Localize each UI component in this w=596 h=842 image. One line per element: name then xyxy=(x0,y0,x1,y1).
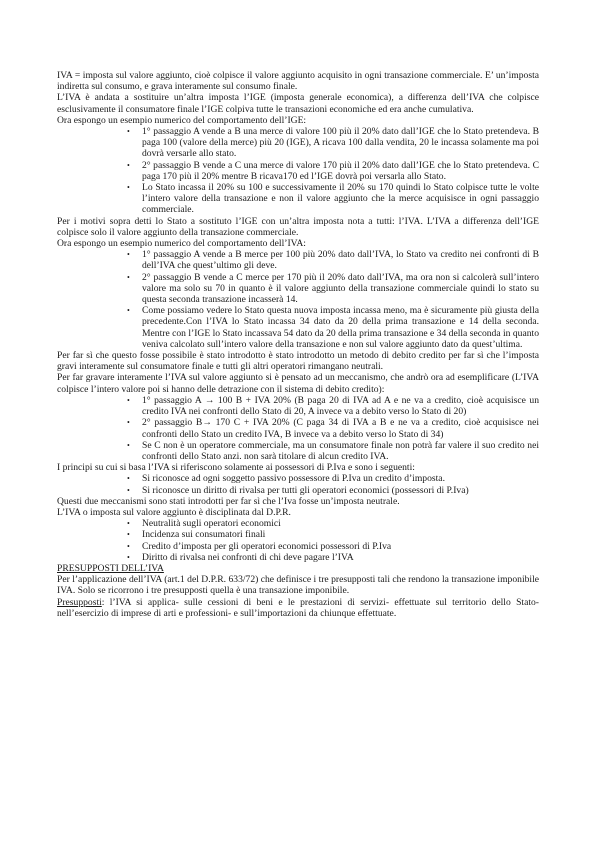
bullet-icon: • xyxy=(127,306,130,316)
list-item: • Credito d’imposta per gli operatori economici possessori di P.Iva xyxy=(127,540,392,552)
list-item: • 1° passaggio A → 100 B + IVA 20% (B paga 20 di IVA ad A e ne va a credito, cioè acquisisce un credito IVA nei confronti dello Stato di 20, A invece va a debito verso lo Stato di 20) xyxy=(127,394,539,418)
bullet-icon: • xyxy=(127,552,130,562)
bullet-icon: • xyxy=(127,519,130,529)
document-body xyxy=(57,70,539,619)
list-dpr-features xyxy=(57,518,539,563)
bullet-icon: • xyxy=(127,127,130,137)
section-heading: PRESUPPOSTI DELL’IVA xyxy=(57,562,164,574)
presupposti-text: : l’IVA si applica- sulle cessioni di beni e le prestazioni di servizi- effettuate sul territorio dello Stato- nell’esercizio di imprese di arti e professioni- e sull’importazioni da chiunque effettuate. xyxy=(57,596,539,619)
list-ige-example xyxy=(57,126,539,216)
paragraph-principles-intro: I principi su cui si basa l’IVA si riferiscono solamente ai possessori di P.Iva e sono i seguenti: xyxy=(57,462,415,474)
paragraph-ige-comparison: L’IVA è andata a sostituire un’altra imposta l’IGE (imposta generale economica), a differenza dell’IVA che colpisce esclusivamente il consumatore finale l’IGE colpiva tutte le transazioni economiche ed era anche cumulativa. xyxy=(57,92,539,115)
bullet-icon: • xyxy=(127,183,130,193)
paragraph-iva-example-intro: Ora espongo un esempio numerico del comportamento dell’IVA: xyxy=(57,238,306,250)
list-item: • Si riconosce un diritto di rivalsa per tutti gli operatori economici (possessori di P.Iva) xyxy=(127,484,469,496)
bullet-icon: • xyxy=(127,272,130,282)
presupposti-label: Presupposti xyxy=(57,596,102,608)
paragraph-application: Per l’applicazione dell’IVA (art.1 del D.P.R. 633/72) che definisce i tre presupposti tali che rendono la transazione imponibile IVA. Solo se ricorrono i tre presupposti quella è una transazione imponibile. xyxy=(57,574,539,597)
list-item: • 1° passaggio A vende a B una merce di valore 100 più il 20% dato dall’IGE che lo Stato pretendeva. B paga 100 (valore della merce) più 20 (IGE), A ricava 100 dalla vendita, 20 le incassa solamente ma poi dovrà versarle allo stato. xyxy=(127,126,539,160)
list-item: • 2° passaggio B vende a C merce per 170 più il 20% dato dall’IVA, ma ora non si calcolerà sull’intero valore ma solo su 70 in quanto è il valore aggiunto della transazione commerciale quindi lo stato su questa seconda transazione incasserà 14. xyxy=(127,271,539,306)
paragraph-debit-credit-method: Per far sì che questo fosse possibile è stato introdotto è stato introdotto un metodo di debito credito per far sì che l’imposta gravi interamente sul consumatore finale e tutti gli altri operatori rimangano neutrali. xyxy=(57,350,539,373)
bullet-icon: • xyxy=(127,250,130,260)
bullet-icon: • xyxy=(127,474,130,484)
bullet-icon: • xyxy=(127,418,130,428)
paragraph-ige-example-intro: Ora espongo un esempio numerico del comportamento dell’IGE: xyxy=(57,114,307,126)
paragraph-ige-replaced: Per i motivi sopra detti lo Stato a sostituto l’IGE con un’altra imposta nota a tutti: l’IVA. L’IVA a differenza dell’IGE colpisce solo il valore aggiunto della transazione commerciale. xyxy=(57,215,539,238)
list-item: • Come possiamo vedere lo Stato questa nuova imposta incassa meno, ma è sicuramente più giusta della precedente.Con l’IVA lo Stato incassa 34 dato da 20 della prima transazione e 14 della seconda. Mentre con l’IGE lo Stato incassava 54 dato da 20 della prima transazione e 34 della seconda in quanto veniva calcolato sull’intero valore della transazione e non sul valore aggiunto dato da quest’ultima. xyxy=(127,305,539,350)
paragraph-iva-definition: IVA = imposta sul valore aggiunto, cioè colpisce il valore aggiunto acquisito in ogni transazione commerciale. E’ un’imposta indiretta sul consumo, e grava interamente sul consumo finale. xyxy=(57,70,539,93)
list-mechanism xyxy=(57,395,539,462)
paragraph-presupposti xyxy=(57,597,539,619)
list-item: • Neutralità sugli operatori economici xyxy=(127,518,281,530)
list-item: • Se C non è un operatore commerciale, ma un consumatore finale non potrà far valere il suo credito nei confronti dello Stato anzi. non sarà titolare di alcun credito IVA. xyxy=(127,439,539,462)
list-item: • Si riconosce ad ogni soggetto passivo possessore di P.Iva un credito d’imposta. xyxy=(127,473,445,485)
bullet-icon: • xyxy=(127,485,130,495)
list-item: • 2° passaggio B→ 170 C + IVA 20% (C paga 34 di IVA a B e ne va a credito, cioè acquisisce nei confronti dello Stato un credito IVA, B invece va a debito verso lo Stato di 34) xyxy=(127,417,539,440)
bullet-icon: • xyxy=(127,160,130,170)
bullet-icon: • xyxy=(127,440,130,450)
bullet-icon: • xyxy=(127,530,130,540)
list-principles xyxy=(57,473,539,495)
paragraph-mechanism-intro: Per far gravare interamente l’IVA sul valore aggiunto si è pensato ad un meccanismo, che andrò ora ad esemplificare (L’IVA colpisce l’intero valore poi si hanno delle detrazione con il sistema di debito credito): xyxy=(57,372,539,395)
bullet-icon: • xyxy=(127,395,130,405)
paragraph-neutrality: Questi due meccanismi sono stati introdotti per far sì che l’Iva fosse un’imposta neutrale. xyxy=(57,495,400,507)
list-item: • 1° passaggio A vende a B merce per 100 più 20% dato dall’IVA, lo Stato va credito nei confronti di B dell’IVA che quest’ultimo gli deve. xyxy=(127,249,539,272)
list-item: • Diritto di rivalsa nei confronti di chi deve pagare l’IVA xyxy=(127,551,354,563)
bullet-icon: • xyxy=(127,541,130,551)
list-item: • Incidenza sui consumatori finali xyxy=(127,529,266,541)
paragraph-dpr: L’IVA o imposta sul valore aggiunto è disciplinata dal D.P.R. xyxy=(57,506,291,518)
list-item: • 2° passaggio B vende a C una merce di valore 170 più il 20% dato dall’IGE che lo Stato pretendeva. C paga 170 più il 20% mentre B ricava170 ed l’IGE dovrà poi versarla allo Stato. xyxy=(127,159,539,182)
list-item: • Lo Stato incassa il 20% su 100 e successivamente il 20% su 170 quindi lo Stato colpisce tutte le volte l’intero valore della transazione e non il valore aggiunto che la merce acquisisce in ogni passaggio commerciale. xyxy=(127,182,539,216)
list-iva-example xyxy=(57,249,539,350)
